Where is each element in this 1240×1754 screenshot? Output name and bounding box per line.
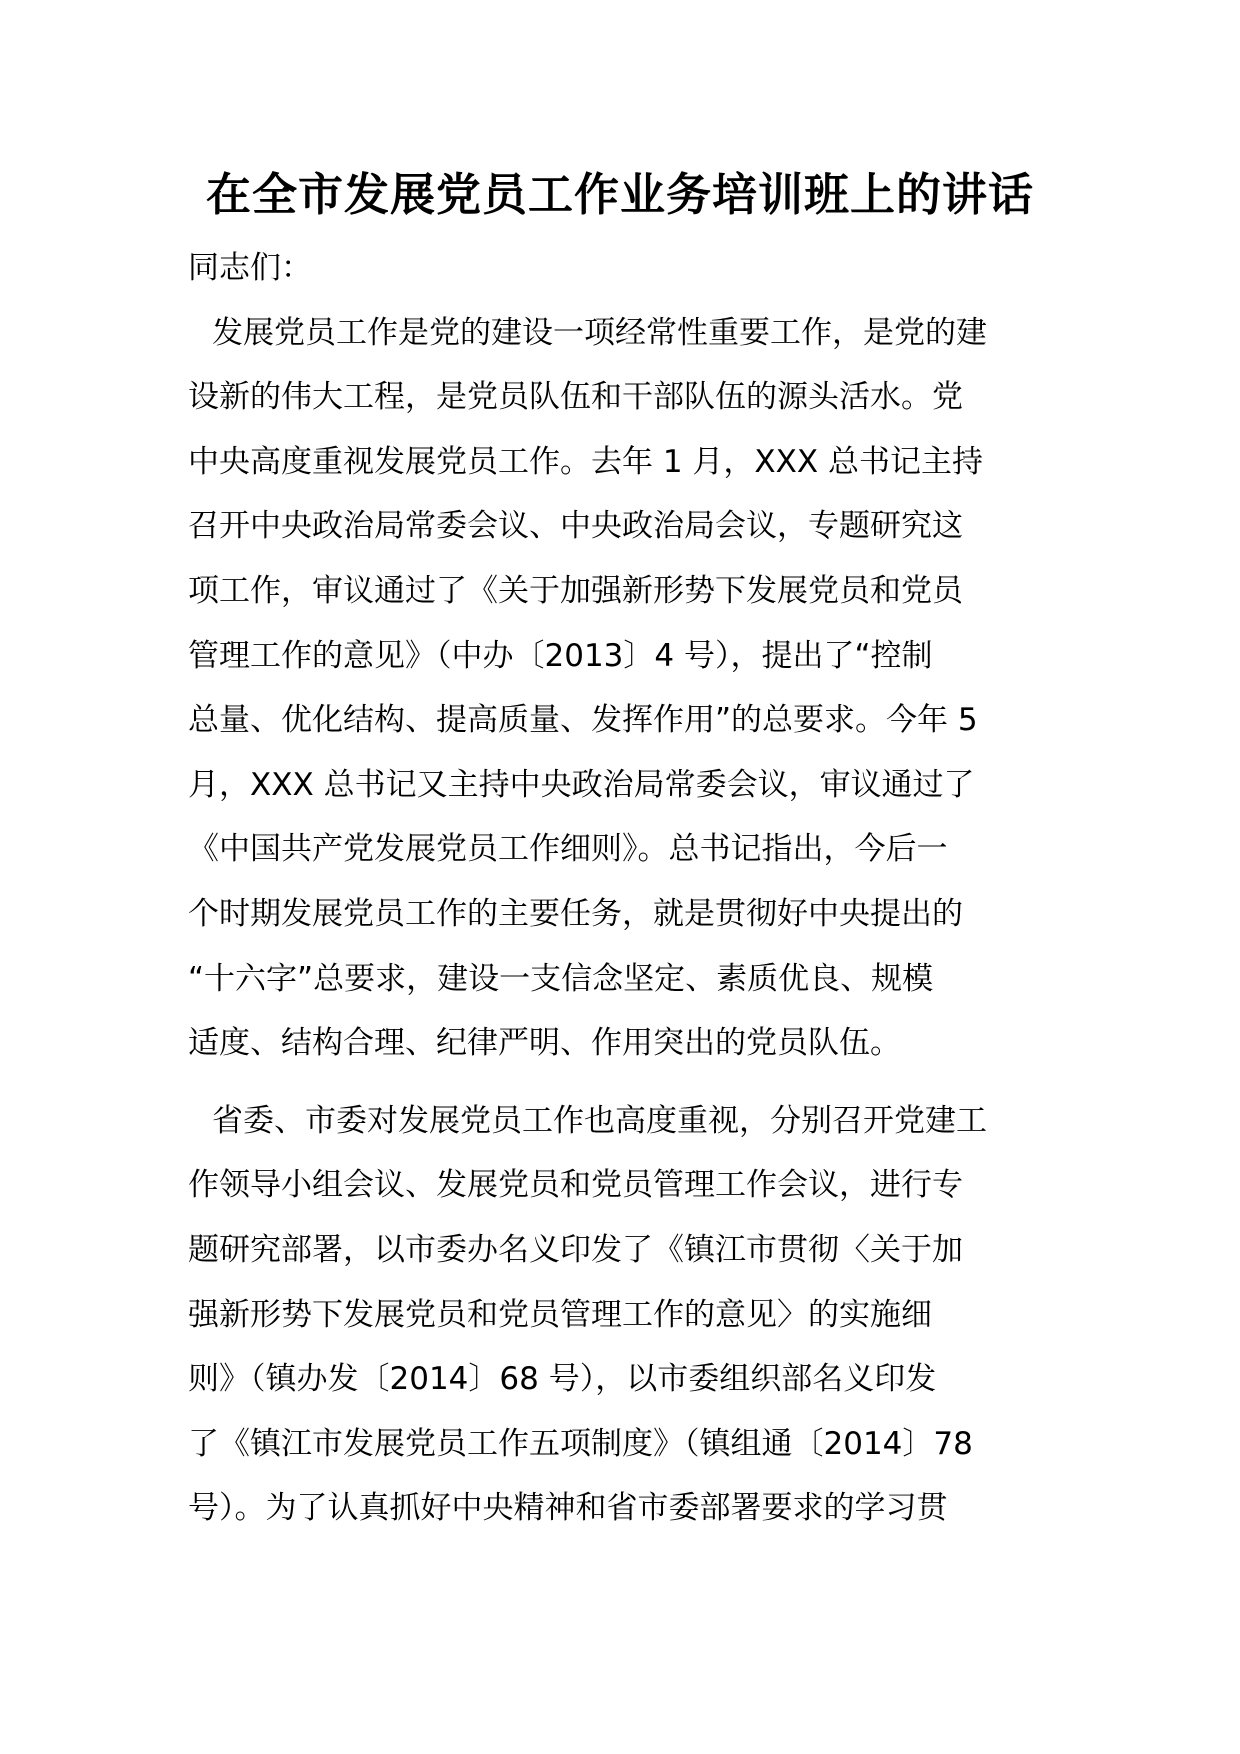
paragraph-line: 省委、市委对发展党员工作也高度重视，分别召开党建工 (212, 1102, 987, 1139)
paragraph-line: 则》（镇办发〔2014〕68 号），以市委组织部名义印发 (188, 1361, 937, 1398)
paragraph-1 (188, 301, 1054, 1076)
paragraph-line: 月，XXX 总书记又主持中央政治局常委会议，审议通过了 (188, 766, 975, 803)
paragraph-line: 号）。为了认真抓好中央精神和省市委部署要求的学习贯 (188, 1490, 948, 1527)
paragraph-line: 作领导小组会议、发展党员和党员管理工作会议，进行专 (188, 1167, 963, 1204)
paragraph-line: 强新形势下发展党员和党员管理工作的意见〉的实施细 (188, 1296, 932, 1333)
paragraph-line: 中央高度重视发展党员工作。去年 1 月，XXX 总书记主持 (188, 443, 983, 480)
paragraph-line: 召开中央政治局常委会议、中央政治局会议，专题研究这 (188, 508, 963, 545)
paragraph-line: 了《镇江市发展党员工作五项制度》（镇组通〔2014〕78 (188, 1425, 973, 1462)
paragraph-line: “十六字”总要求，建设一支信念坚定、素质优良、规模 (188, 960, 934, 997)
salutation: 同志们： (188, 250, 312, 286)
paragraph-line: 设新的伟大工程，是党员队伍和干部队伍的源头活水。党 (188, 379, 963, 416)
paragraph-line: 个时期发展党员工作的主要任务，就是贯彻好中央提出的 (188, 895, 963, 932)
paragraph-line: 题研究部署，以市委办名义印发了《镇江市贯彻〈关于加 (188, 1231, 963, 1268)
paragraph-line: 《中国共产党发展党员工作细则》。总书记指出，今后一 (188, 831, 948, 868)
paragraph-line: 总量、优化结构、提高质量、发挥作用”的总要求。今年 5 (188, 702, 978, 739)
paragraph-line: 发展党员工作是党的建设一项经常性重要工作，是党的建 (212, 314, 987, 351)
paragraph-line: 适度、结构合理、纪律严明、作用突出的党员队伍。 (188, 1025, 901, 1062)
document-title: 在全市发展党员工作业务培训班上的讲话 (205, 168, 1034, 221)
paragraph-line: 项工作，审议通过了《关于加强新形势下发展党员和党员 (188, 572, 963, 609)
paragraph-2 (188, 1089, 1054, 1541)
paragraph-line: 管理工作的意见》（中办〔2013〕4 号），提出了“控制 (188, 637, 933, 674)
document-body (188, 236, 1054, 1541)
